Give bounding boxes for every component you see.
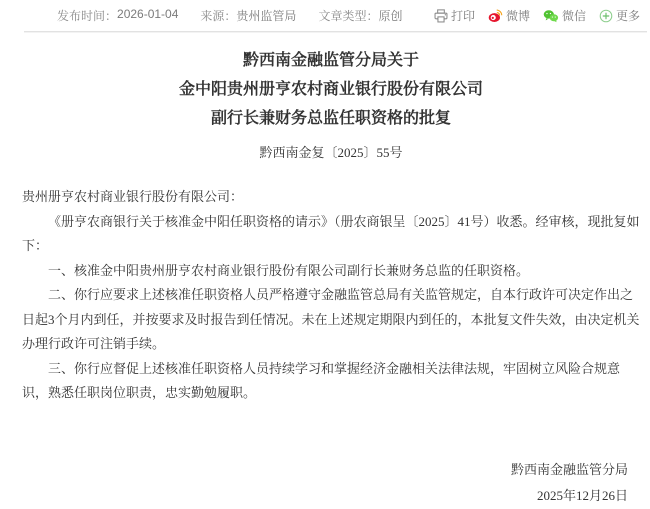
paragraph-item-1: 一、核准金中阳贵州册亨农村商业银行股份有限公司副行长兼财务总监的任职资格。	[48, 262, 530, 278]
share-actions	[434, 7, 640, 24]
plus-circle-icon	[599, 9, 613, 23]
source-label: 来源：	[200, 9, 237, 23]
signature-block	[22, 457, 640, 509]
article-type	[318, 7, 402, 24]
publish-time	[57, 7, 178, 24]
more-share-button[interactable]	[599, 7, 640, 24]
weibo-icon	[488, 8, 503, 23]
article-type-value: 原创	[378, 9, 403, 23]
wechat-icon	[543, 9, 559, 23]
addressee-line: 贵州册亨农村商业银行股份有限公司：	[22, 189, 244, 204]
print-label: 打印	[450, 9, 475, 23]
title-line-1: 黔西南金融监管分局关于	[242, 52, 419, 69]
wechat-label: 微信	[561, 9, 586, 23]
publish-time-value: 2026-01-04	[117, 7, 179, 21]
issuing-authority: 黔西南金融监管分局	[510, 461, 628, 477]
share-wechat-button[interactable]	[543, 7, 586, 24]
more-label: 更多	[615, 9, 640, 23]
title-line-2: 金中阳贵州册亨农村商业银行股份有限公司	[178, 81, 483, 98]
source-value: 贵州监管局	[236, 9, 297, 23]
paragraph-item-3: 三、你行应督促上述核准任职资格人员持续学习和掌握经济金融相关法律法规，牢固树立风险合规意识，熟悉任职岗位职责，忠实勤勉履职。	[22, 360, 621, 400]
publish-time-label: 发布时间：	[57, 9, 118, 23]
print-button[interactable]	[434, 7, 475, 24]
printer-icon	[434, 9, 448, 23]
header-divider	[24, 31, 647, 33]
document-title	[22, 46, 640, 133]
source	[200, 7, 296, 24]
paragraph-item-2: 二、你行应要求上述核准任职资格人员严格遵守金融监管总局有关监管规定，自本行政许可决定作出之日起3个月内到任，并按要求及时报告到任情况。未在上述规定期限内到任的，本批复文件失效，由决定机关办理行政许可注销手续。	[22, 287, 640, 351]
meta-bar	[0, 0, 650, 31]
share-weibo-button[interactable]	[488, 7, 530, 24]
weibo-label: 微博	[505, 9, 530, 23]
meta-info	[57, 7, 402, 24]
paragraph-intro: 《册亨农商银行关于核准金中阳任职资格的请示》（册农商银呈〔2025〕41号）收悉。经审核，现批复如下：	[22, 213, 640, 253]
document-number: 黔西南金复〔2025〕55号	[259, 145, 403, 160]
document-body	[22, 185, 640, 406]
document-content	[0, 46, 650, 509]
article-type-label: 文章类型：	[318, 9, 379, 23]
title-line-3: 副行长兼财务总监任职资格的批复	[210, 110, 451, 127]
issue-date: 2025年12月26日	[536, 487, 628, 503]
